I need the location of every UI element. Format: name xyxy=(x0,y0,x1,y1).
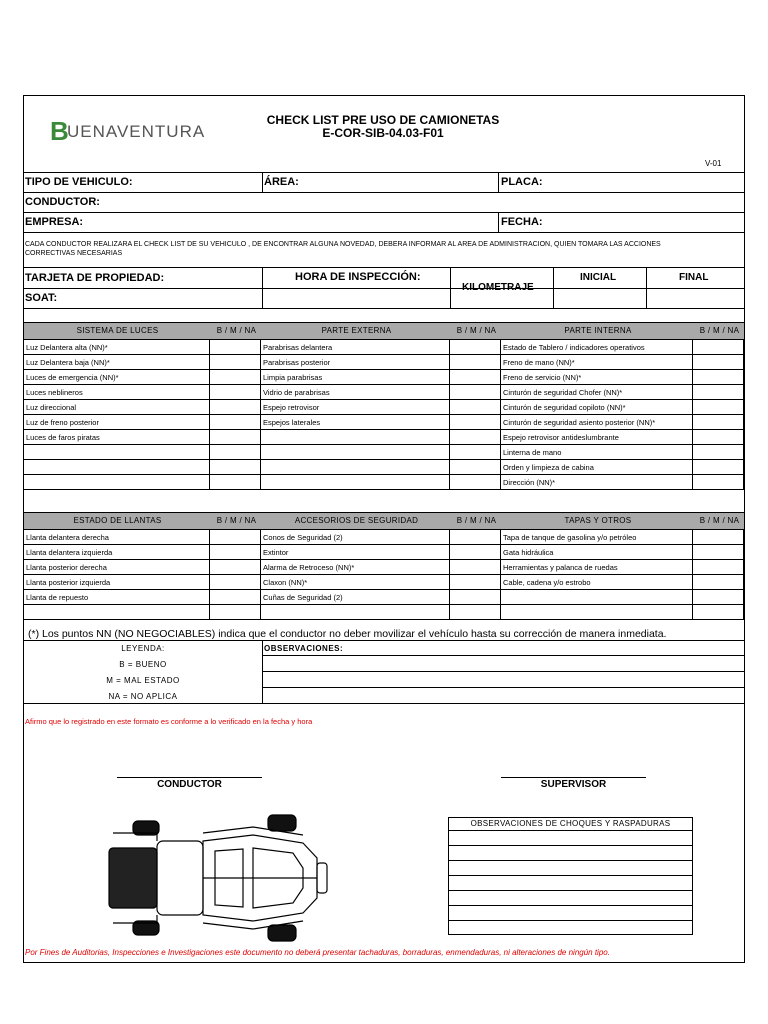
status-cell[interactable] xyxy=(210,445,261,460)
status-cell[interactable] xyxy=(450,545,501,560)
checklist-item xyxy=(501,430,693,445)
choques-line[interactable] xyxy=(448,845,693,846)
checklist-item-label: Cinturón de seguridad copiloto (NN)* xyxy=(503,403,626,412)
logo-initial: B xyxy=(50,116,69,146)
checklist-item xyxy=(261,340,450,355)
status-cell[interactable] xyxy=(693,460,744,475)
tarjeta-label: TARJETA DE PROPIEDAD: xyxy=(25,272,165,284)
checklist-item xyxy=(23,590,210,605)
status-cell[interactable] xyxy=(693,475,744,490)
header-parte-externa: PARTE EXTERNA xyxy=(321,326,392,335)
nn-note: (*) Los puntos NN (NO NEGOCIABLES) indica que el conductor no deber movilizar el vehículo hasta su corrección de manera inmediata. xyxy=(28,628,667,640)
checklist-item-label: Vidrio de parabrisas xyxy=(263,388,330,397)
status-cell[interactable] xyxy=(210,475,261,490)
notice-text-line1: CADA CONDUCTOR REALIZARA EL CHECK LIST DE SU VEHICULO , DE ENCONTRAR ALGUNA NOVEDAD, DEBERA INFORMAR AL AREA DE ADMINISTRACION, QUIEN TOMARA LAS ACCIONES xyxy=(25,241,661,248)
checklist-item xyxy=(501,400,693,415)
checklist-item xyxy=(261,445,450,460)
status-cell[interactable] xyxy=(450,460,501,475)
header-sistema-luces: SISTEMA DE LUCES xyxy=(76,326,159,335)
checklist-item xyxy=(501,590,693,605)
soat-label: SOAT: xyxy=(25,292,58,304)
checklist-item-label: Orden y limpieza de cabina xyxy=(503,463,594,472)
status-cell[interactable] xyxy=(210,385,261,400)
checklist-item xyxy=(261,400,450,415)
status-cell[interactable] xyxy=(693,430,744,445)
status-cell[interactable] xyxy=(693,340,744,355)
conductor-label: CONDUCTOR: xyxy=(25,196,100,208)
checklist-item-label: Luces neblineros xyxy=(26,388,83,397)
status-cell[interactable] xyxy=(450,340,501,355)
choques-title: OBSERVACIONES DE CHOQUES Y RASPADURAS xyxy=(470,819,671,828)
checklist-item-label: Alarma de Retroceso (NN)* xyxy=(263,563,355,572)
checklist-item-label: Freno de mano (NN)* xyxy=(503,358,575,367)
status-cell[interactable] xyxy=(693,575,744,590)
checklist-item xyxy=(261,475,450,490)
checklist-item xyxy=(501,445,693,460)
tipo-vehiculo-field[interactable] xyxy=(135,173,260,191)
status-cell[interactable] xyxy=(450,530,501,545)
affirm-text: Afirmo que lo registrado en este formato es conforme a lo verificado en la fecha y hora xyxy=(25,717,313,726)
checklist-item xyxy=(261,370,450,385)
signature-line-supervisor[interactable] xyxy=(501,777,646,778)
choques-line[interactable] xyxy=(448,920,693,921)
truck-diagram-icon xyxy=(103,813,333,943)
checklist-item xyxy=(501,475,693,490)
status-cell[interactable] xyxy=(693,385,744,400)
checklist-item-label: Herramientas y palanca de ruedas xyxy=(503,563,618,572)
status-cell[interactable] xyxy=(693,355,744,370)
checklist-item-label: Llanta posterior derecha xyxy=(26,563,107,572)
status-cell[interactable] xyxy=(210,460,261,475)
status-cell[interactable] xyxy=(450,560,501,575)
checklist-item xyxy=(23,545,210,560)
status-cell[interactable] xyxy=(210,400,261,415)
placa-label: PLACA: xyxy=(501,176,543,188)
hora-label: HORA DE INSPECCIÓN: xyxy=(295,271,421,283)
checklist-item xyxy=(23,430,210,445)
empresa-field[interactable] xyxy=(90,213,496,231)
header-estado-llantas: ESTADO DE LLANTAS xyxy=(73,516,162,525)
hora-field[interactable] xyxy=(263,289,449,307)
status-cell[interactable] xyxy=(450,575,501,590)
status-cell[interactable] xyxy=(693,545,744,560)
section2-header xyxy=(23,512,745,530)
status-cell[interactable] xyxy=(210,590,261,605)
checklist-item xyxy=(261,560,450,575)
checklist-item xyxy=(501,340,693,355)
status-cell[interactable] xyxy=(210,370,261,385)
checklist-item xyxy=(501,545,693,560)
checklist-item xyxy=(23,400,210,415)
checklist-item xyxy=(23,475,210,490)
checklist-item xyxy=(261,385,450,400)
checklist-item-label: Claxon (NN)* xyxy=(263,578,308,587)
checklist-item xyxy=(261,355,450,370)
header-bmna: B / M / NA xyxy=(699,516,740,525)
status-cell[interactable] xyxy=(210,415,261,430)
checklist-item xyxy=(501,460,693,475)
status-cell[interactable] xyxy=(210,530,261,545)
checklist-item-label: Cinturón de seguridad Chofer (NN)* xyxy=(503,388,623,397)
status-cell[interactable] xyxy=(693,530,744,545)
checklist-item xyxy=(261,545,450,560)
checklist-item-label: Llanta delantera izquierda xyxy=(26,548,113,557)
header-parte-interna: PARTE INTERNA xyxy=(564,326,632,335)
header-bmna: B / M / NA xyxy=(456,516,497,525)
status-cell[interactable] xyxy=(450,475,501,490)
status-cell[interactable] xyxy=(693,445,744,460)
checklist-item-label: Limpia parabrisas xyxy=(263,373,323,382)
status-cell[interactable] xyxy=(210,430,261,445)
final-label: FINAL xyxy=(679,272,709,283)
checklist-item-label: Luz de freno posterior xyxy=(26,418,99,427)
header-bmna: B / M / NA xyxy=(699,326,740,335)
status-cell[interactable] xyxy=(450,605,501,620)
checklist-item xyxy=(23,530,210,545)
status-cell[interactable] xyxy=(450,430,501,445)
checklist-item xyxy=(23,460,210,475)
checklist-item xyxy=(23,355,210,370)
legend-item: B = BUENO xyxy=(119,660,167,669)
status-cell[interactable] xyxy=(210,545,261,560)
status-cell[interactable] xyxy=(210,355,261,370)
checklist-item-label: Llanta delantera derecha xyxy=(26,533,109,542)
checklist-item xyxy=(261,460,450,475)
checklist-item xyxy=(261,530,450,545)
status-cell[interactable] xyxy=(210,605,261,620)
checklist-item-label: Espejos laterales xyxy=(263,418,321,427)
footer-text: Por Fines de Auditorias, Inspecciones e Investigaciones este documento no deberá presentar tachaduras, borraduras, enmendaduras, ni alteraciones de ningún tipo. xyxy=(25,948,610,957)
checklist-item-label: Parabrisas delantera xyxy=(263,343,333,352)
tipo-vehiculo-label: TIPO DE VEHICULO: xyxy=(25,176,133,188)
status-cell[interactable] xyxy=(210,560,261,575)
checklist-item xyxy=(261,415,450,430)
checklist-item xyxy=(23,415,210,430)
checklist-item-label: Parabrisas posterior xyxy=(263,358,331,367)
checklist-item-label: Espejo retrovisor antideslumbrante xyxy=(503,433,619,442)
choques-line[interactable] xyxy=(448,830,693,831)
legend-title: LEYENDA: xyxy=(121,644,165,653)
checklist-item-label: Llanta de repuesto xyxy=(26,593,89,602)
status-cell[interactable] xyxy=(693,605,744,620)
checklist-item-label: Luces de faros piratas xyxy=(26,433,100,442)
signature-line-conductor[interactable] xyxy=(117,777,262,778)
status-cell[interactable] xyxy=(693,415,744,430)
checklist-item-label: Tapa de tanque de gasolina y/o petróleo xyxy=(503,533,637,542)
checklist-item xyxy=(501,385,693,400)
status-cell[interactable] xyxy=(693,590,744,605)
checklist-item xyxy=(501,560,693,575)
checklist-item xyxy=(501,370,693,385)
legend-box xyxy=(24,641,262,703)
status-cell[interactable] xyxy=(450,385,501,400)
checklist-item-label: Cuñas de Seguridad (2) xyxy=(263,593,343,602)
status-cell[interactable] xyxy=(693,400,744,415)
status-cell[interactable] xyxy=(450,400,501,415)
checklist-item-label: Llanta posterior izquierda xyxy=(26,578,111,587)
choques-line[interactable] xyxy=(448,875,693,876)
checklist-item-label: Dirección (NN)* xyxy=(503,478,556,487)
empresa-label: EMPRESA: xyxy=(25,216,84,228)
status-cell[interactable] xyxy=(450,355,501,370)
conductor-field[interactable] xyxy=(102,193,742,211)
choques-line[interactable] xyxy=(448,890,693,891)
checklist-item-label: Cable, cadena y/o estrobo xyxy=(503,578,591,587)
choques-line[interactable] xyxy=(448,905,693,906)
header-bmna: B / M / NA xyxy=(216,516,257,525)
checklist-item xyxy=(23,385,210,400)
checklist-item-label: Espejo retrovisor xyxy=(263,403,320,412)
checklist-item xyxy=(23,445,210,460)
kilometraje-label: KILOMETRAJE xyxy=(462,282,534,293)
checklist-item xyxy=(261,590,450,605)
observaciones-label: OBSERVACIONES: xyxy=(264,644,344,653)
checklist-item xyxy=(501,530,693,545)
checklist-item xyxy=(501,575,693,590)
checklist-item-label: Extintor xyxy=(263,548,289,557)
checklist-item-label: Luz direccional xyxy=(26,403,77,412)
checklist-item-label: Gata hidráulica xyxy=(503,548,554,557)
checklist-item xyxy=(23,340,210,355)
fecha-field[interactable] xyxy=(545,213,743,231)
status-cell[interactable] xyxy=(450,370,501,385)
status-cell[interactable] xyxy=(450,590,501,605)
area-label: ÁREA: xyxy=(264,176,299,188)
notice-text-line2: CORRECTIVAS NECESARIAS xyxy=(25,250,123,257)
choques-line[interactable] xyxy=(448,860,693,861)
status-cell[interactable] xyxy=(693,370,744,385)
placa-field[interactable] xyxy=(545,173,743,191)
header-bmna: B / M / NA xyxy=(456,326,497,335)
checklist-item xyxy=(501,355,693,370)
km-final-field[interactable] xyxy=(647,289,744,307)
checklist-item xyxy=(261,605,450,620)
checklist-item xyxy=(501,605,693,620)
signature-conductor-label: CONDUCTOR xyxy=(157,779,222,790)
checklist-item-label: Luz Delantera alta (NN)* xyxy=(26,343,108,352)
checklist-item-label: Linterna de mano xyxy=(503,448,562,457)
header-accesorios: ACCESORIOS DE SEGURIDAD xyxy=(294,516,419,525)
status-cell[interactable] xyxy=(210,340,261,355)
checklist-item-label: Conos de Seguridad (2) xyxy=(263,533,343,542)
form-code: E-COR-SIB-04.03-F01 xyxy=(322,126,444,140)
checklist-item xyxy=(261,430,450,445)
fecha-label: FECHA: xyxy=(501,216,543,228)
inicial-label: INICIAL xyxy=(580,272,617,283)
checklist-item-label: Cinturón de seguridad asiento posterior (NN)* xyxy=(503,418,656,427)
version-label: V-01 xyxy=(705,159,722,168)
form-title: CHECK LIST PRE USO DE CAMIONETAS xyxy=(266,113,500,127)
status-cell[interactable] xyxy=(693,560,744,575)
checklist-item xyxy=(23,575,210,590)
checklist-item xyxy=(23,605,210,620)
checklist-item-label: Luz Delantera baja (NN)* xyxy=(26,358,110,367)
signature-supervisor-label: SUPERVISOR xyxy=(540,779,607,790)
checklist-item xyxy=(23,560,210,575)
checklist-item xyxy=(501,415,693,430)
legend-item: M = MAL ESTADO xyxy=(106,676,180,685)
area-field[interactable] xyxy=(302,173,496,191)
status-cell[interactable] xyxy=(450,445,501,460)
choques-box xyxy=(448,817,693,935)
header-bmna: B / M / NA xyxy=(216,326,257,335)
observaciones-field[interactable] xyxy=(263,656,743,702)
section1-header xyxy=(23,322,745,340)
checklist-item-label: Freno de servicio (NN)* xyxy=(503,373,582,382)
status-cell[interactable] xyxy=(210,575,261,590)
logo-text: UENAVENTURA xyxy=(67,122,206,141)
checklist-item xyxy=(23,370,210,385)
header-tapas-otros: TAPAS Y OTROS xyxy=(564,516,632,525)
km-inicial-field[interactable] xyxy=(554,289,645,307)
checklist-item xyxy=(261,575,450,590)
checklist-item-label: Estado de Tablero / indicadores operativos xyxy=(503,343,645,352)
status-cell[interactable] xyxy=(450,415,501,430)
checklist-item-label: Luces de emergencia (NN)* xyxy=(26,373,119,382)
legend-item: NA = NO APLICA xyxy=(108,692,178,701)
